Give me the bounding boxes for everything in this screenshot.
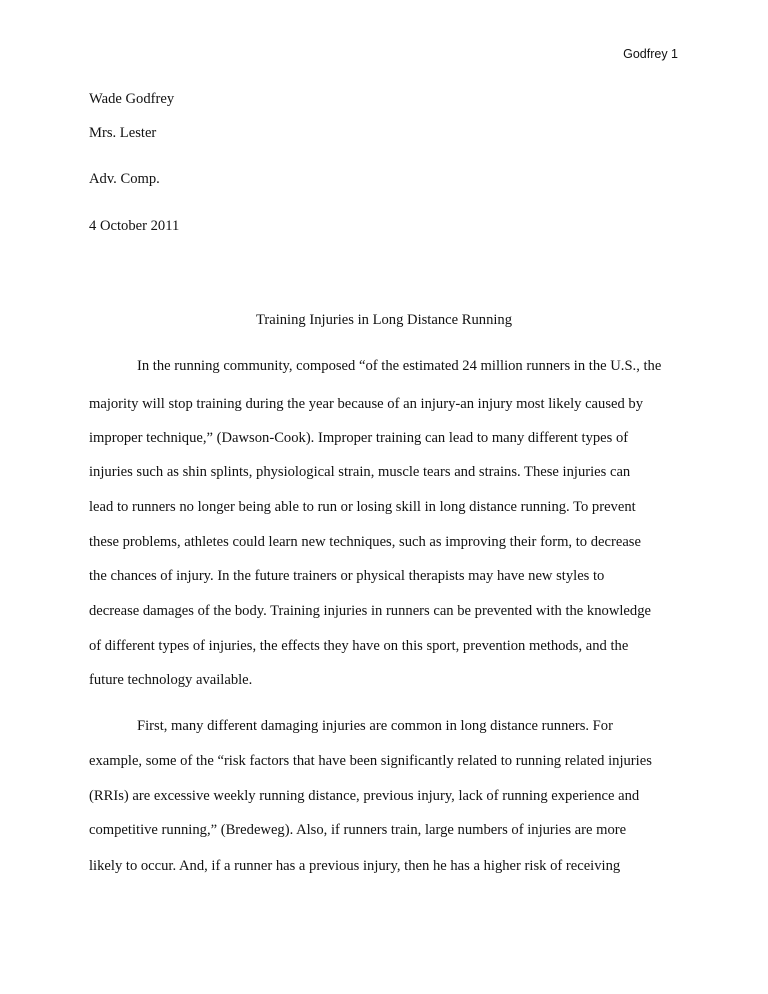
paragraph-2-line-2: example, some of the “risk factors that have been significantly related to running related injuries [89, 753, 652, 769]
paragraph-1-line-4: injuries such as shin splints, physiological strain, muscle tears and strains. These injuries can [89, 464, 631, 480]
paragraph-2-line-5: likely to occur. And, if a runner has a previous injury, then he has a higher risk of receiving [89, 858, 621, 874]
paragraph-1-line-10: future technology available. [89, 672, 253, 688]
paragraph-1-line-7: the chances of injury. In the future trainers or physical therapists may have new styles to [89, 568, 605, 584]
instructor-name: Mrs. Lester [89, 125, 157, 141]
paragraph-2-line-3: (RRIs) are excessive weekly running distance, previous injury, lack of running experience and [89, 788, 640, 804]
paragraph-1-line-9: of different types of injuries, the effects they have on this sport, prevention methods, and the [89, 638, 629, 654]
paragraph-1-line-1: In the running community, composed “of the estimated 24 million runners in the U.S., the [137, 358, 662, 374]
paragraph-1-line-2: majority will stop training during the year because of an injury-an injury most likely caused by [89, 396, 644, 412]
paragraph-1-line-3: improper technique,” (Dawson-Cook). Improper training can lead to many different types of [89, 430, 629, 446]
paragraph-2-line-4: competitive running,” (Bredeweg). Also, if runners train, large numbers of injuries are more [89, 822, 627, 838]
running-head: Godfrey 1 [623, 47, 678, 61]
essay-date: 4 October 2011 [89, 218, 180, 234]
paragraph-2-line-1: First, many different damaging injuries are common in long distance runners. For [137, 718, 613, 734]
paragraph-1-line-8: decrease damages of the body. Training injuries in runners can be prevented with the knowledge [89, 603, 651, 619]
paragraph-1-line-5: lead to runners no longer being able to run or losing skill in long distance running. To prevent [89, 499, 636, 515]
course-name: Adv. Comp. [89, 171, 160, 187]
essay-title: Training Injuries in Long Distance Running [255, 312, 513, 328]
paragraph-1-line-6: these problems, athletes could learn new techniques, such as improving their form, to decrease [89, 534, 641, 550]
author-name: Wade Godfrey [89, 91, 175, 107]
